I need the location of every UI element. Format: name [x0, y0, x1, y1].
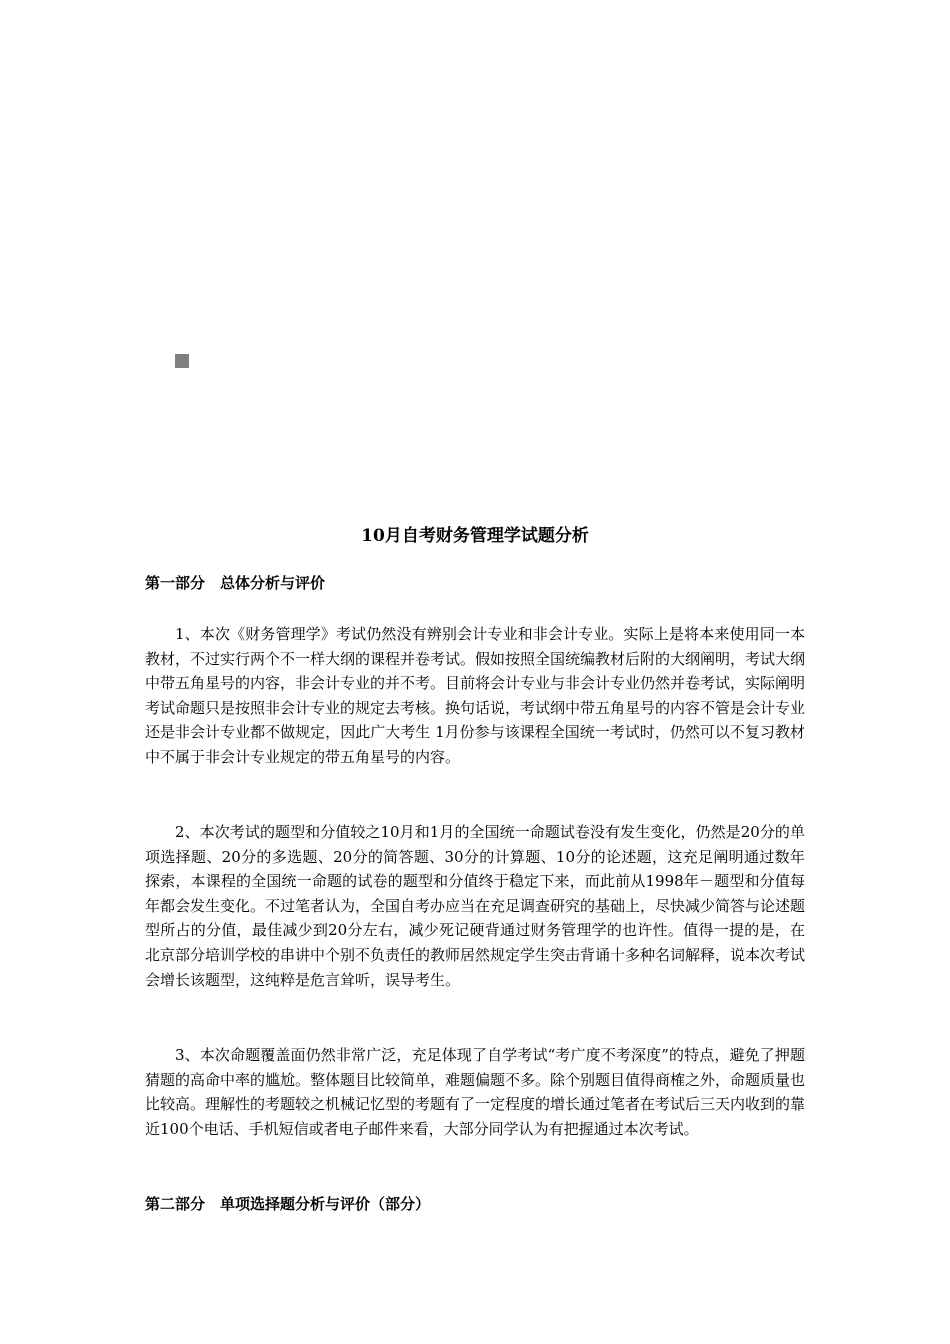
paragraph-2: 2、本次考试的题型和分值较之10月和1月的全国统一命题试卷没有发生变化，仍然是20分的单项选择题、20分的多选题、20分的简答题、30分的计算题、10分的论述题，这充足阐明通过数年探索，本课程的全国统一命题的试卷的题型和分值终于稳定下来，而此前从1998年－题型和分值每年都会发生变化。不过笔者认为，全国自考办应当在充足调查研究的基础上，尽快减少简答与论述题型所占的分值，最佳减少到20分左右，减少死记硬背通过财务管理学的也许性。值得一提的是，在北京部分培训学校的串讲中个别不负责任的教师居然规定学生突击背诵十多种名词解释，说本次考试会增长该题型，这纯粹是危言耸听，误导考生。	[145, 823, 806, 989]
section-heading-part-two: 第二部分 单项选择题分析与评价（部分）	[145, 1195, 431, 1213]
paragraph-1: 1、本次《财务管理学》考试仍然没有辨别会计专业和非会计专业。实际上是将本来使用同一本教材，不过实行两个不一样大纲的课程并卷考试。假如按照全国统编教材后附的大纲阐明，考试大纲中带五角星号的内容，非会计专业的并不考。目前将会计专业与非会计专业仍然并卷考试，实际阐明考试命题只是按照非会计专业的规定去考核。换句话说，考试纲中带五角星号的内容不管是会计专业还是非会计专业都不做规定，因此广大考生 1月份参与该课程全国统一考试时，仍然可以不复习教材中不属于非会计专业规定的带五角星号的内容。	[145, 625, 806, 766]
bullet-square-icon	[175, 354, 189, 368]
section-heading-part-one: 第一部分 总体分析与评价	[145, 574, 326, 592]
paragraph-3: 3、本次命题覆盖面仍然非常广泛，充足体现了自学考试“考广度不考深度”的特点，避免了押题猜题的高命中率的尴尬。整体题目比较简单，难题偏题不多。除个别题目值得商榷之外，命题质量也比较高。理解性的考题较之机械记忆型的考题有了一定程度的增长通过笔者在考试后三天内收到的靠近100个电话、手机短信或者电子邮件来看，大部分同学认为有把握通过本次考试。	[145, 1046, 806, 1138]
page-title: 10月自考财务管理学试题分析	[361, 526, 589, 546]
